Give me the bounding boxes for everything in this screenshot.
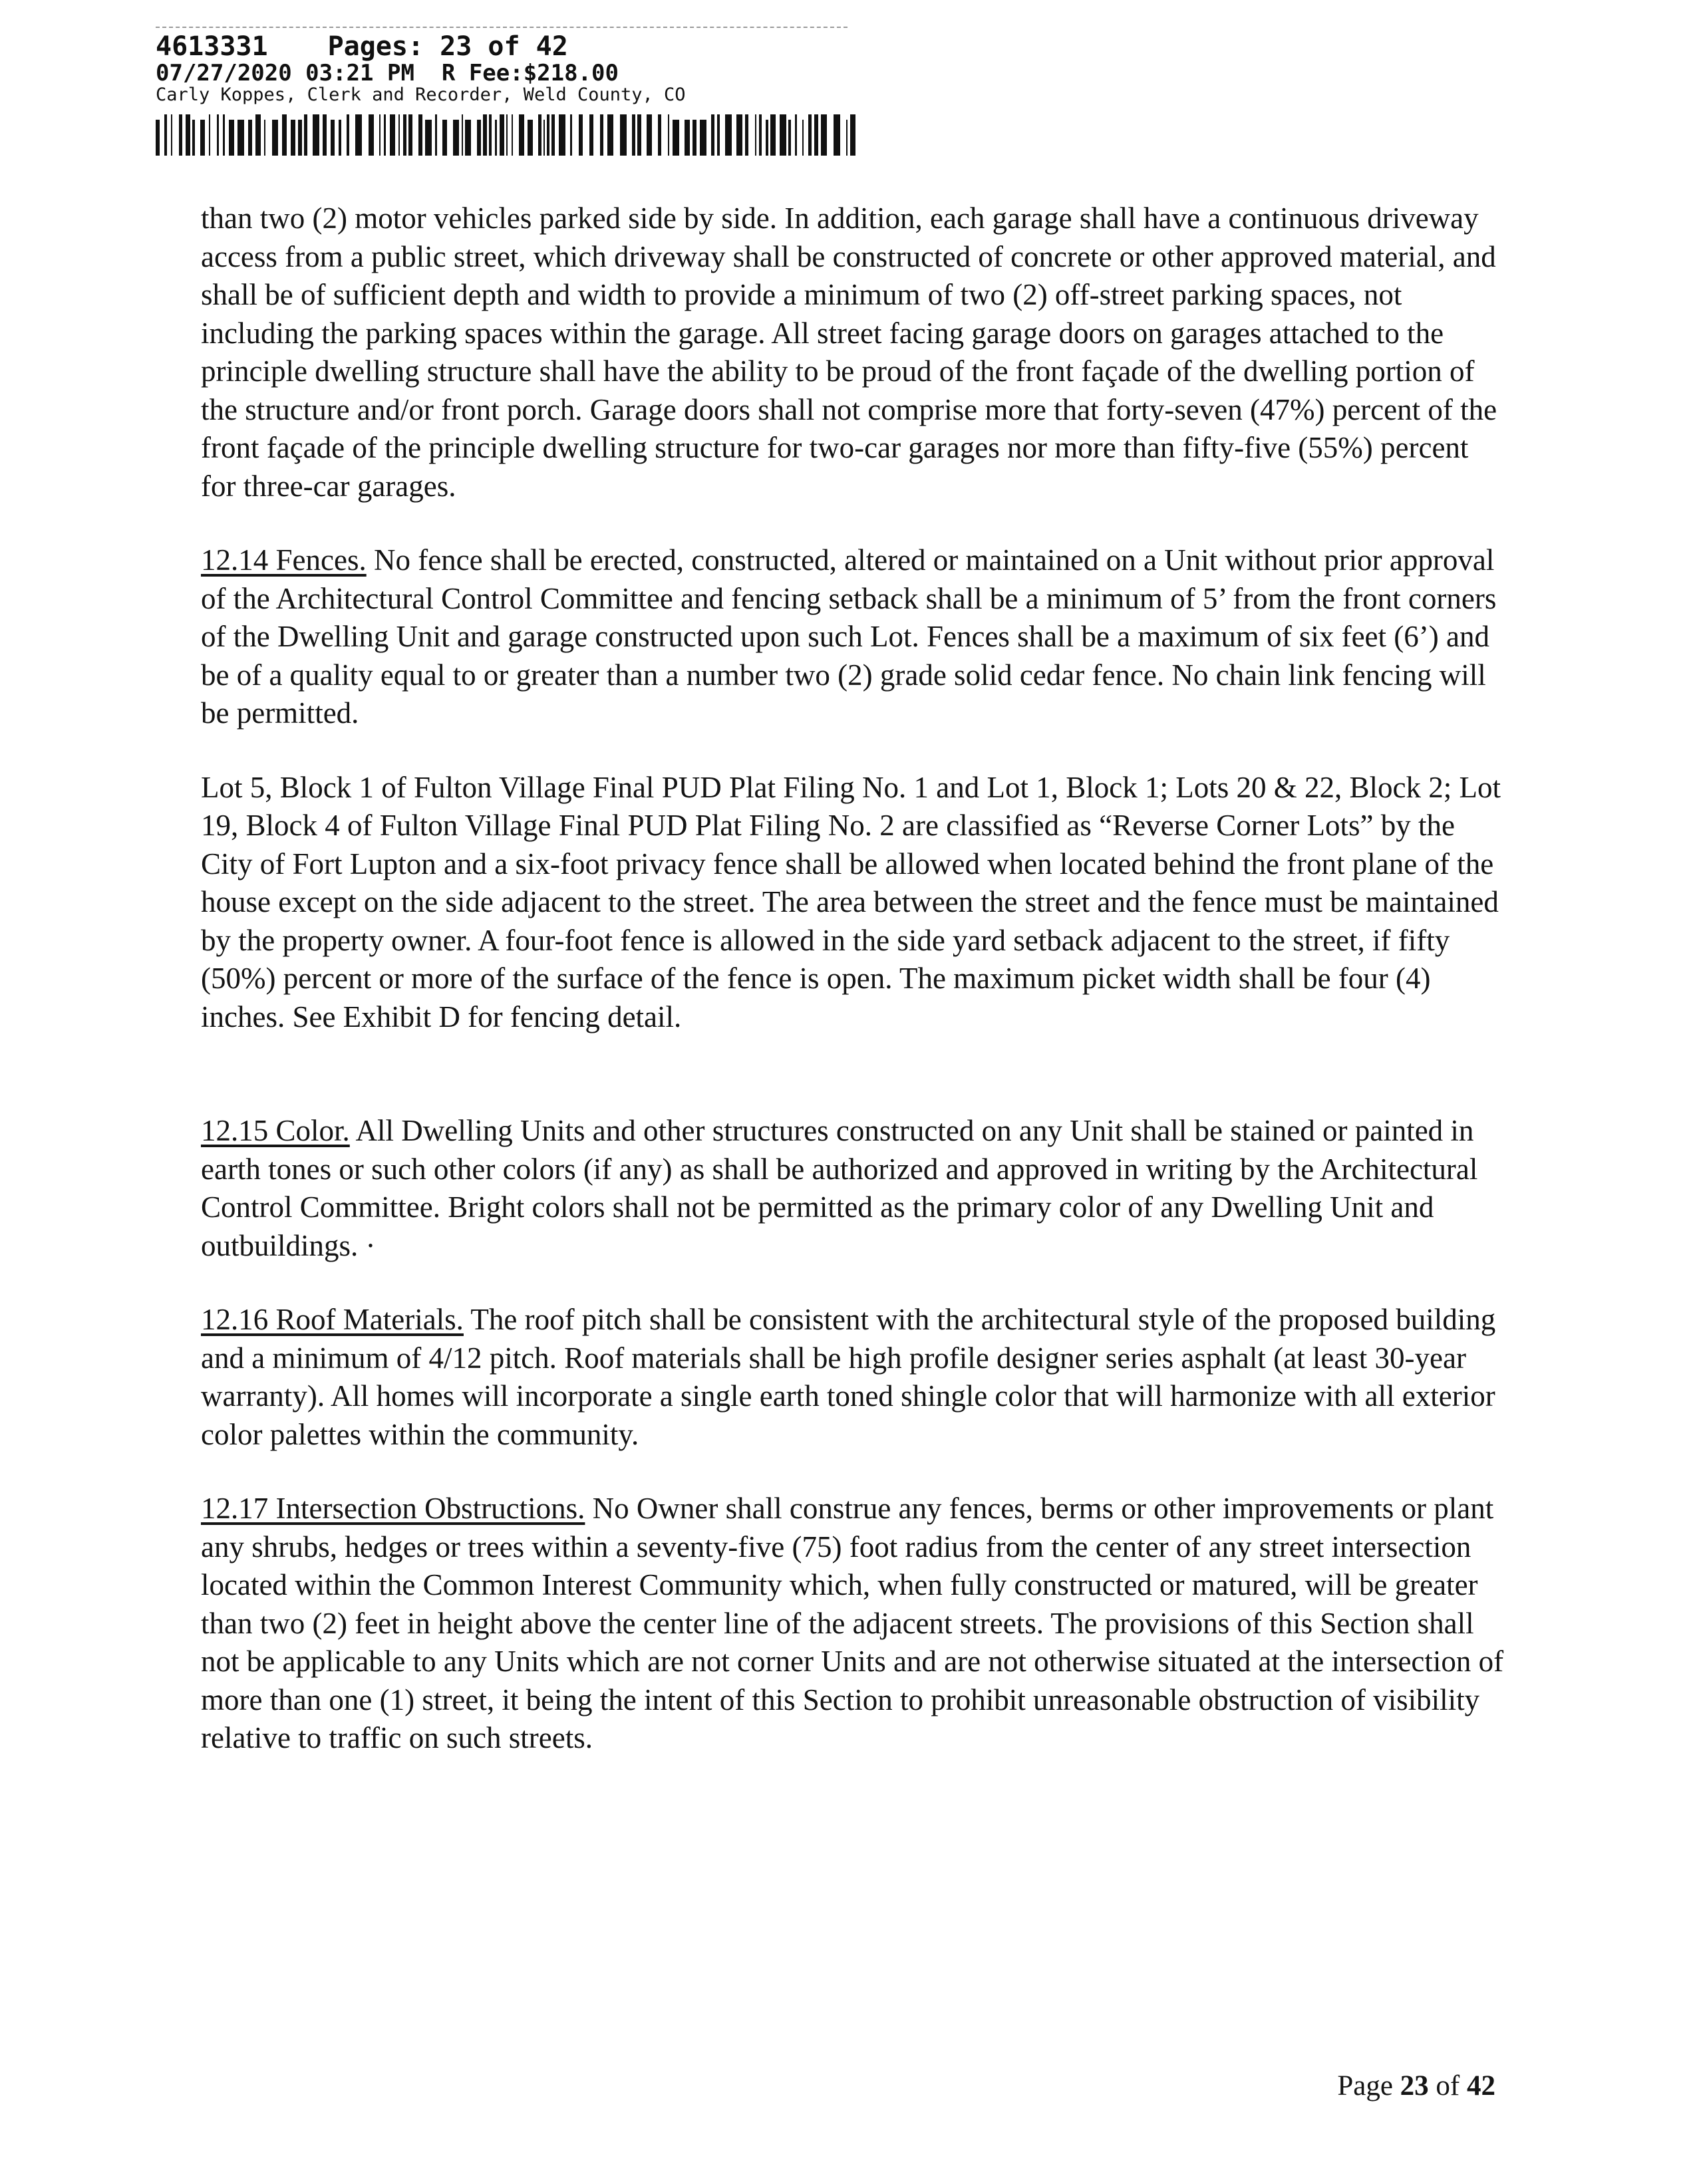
page-word: Page (1337, 2070, 1393, 2102)
page-footer (1337, 2070, 1495, 2102)
recording-stamp (156, 27, 874, 156)
section-text: The roof pitch shall be consistent with the architectural style of the proposed building and a minimum of 4/12 pitch. Roof materials shall be high profile designer series asphalt (at least 30-year warranty). All homes will incorporate a single earth toned shingle color that will harmonize with all exterior color palettes within the community. (201, 1303, 1496, 1451)
section-heading: 12.16 Roof Materials. (201, 1303, 464, 1336)
section-12-15-color (201, 1112, 1505, 1265)
stamp-header-line (156, 32, 874, 61)
section-12-17-intersection-obstructions (201, 1490, 1505, 1758)
reception-number: 4613331 (156, 31, 268, 62)
section-text: No fence shall be erected, constructed, altered or maintained on a Unit without prior approval of the Architectural Control Committee and fencing setback shall be a minimum of 5’ from the front corners of the Dwelling Unit and garage constructed upon such Lot. Fences shall be a maximum of six feet (6’) and be of a quality equal to or greater than a number two (2) grade solid cedar fence. No chain link fencing will be permitted. (201, 543, 1497, 730)
section-heading: 12.14 Fences. (201, 543, 367, 577)
paragraph-continuation: than two (2) motor vehicles parked side by side. In addition, each garage shall have a continuous driveway access from a public street, which driveway shall be constructed of concrete or other approved material, and shall be of sufficient depth and width to provide a minimum of two (2) off-street parking spaces, not including the parking spaces within the garage. All street facing garage doors on garages attached to the principle dwelling structure shall have the ability to be proud of the front façade of the dwelling portion of the structure and/or front porch. Garage doors shall not comprise more that forty-seven (47%) percent of the front façade of the principle dwelling structure for two-car garages nor more than fifty-five (55%) percent for three-car garages. (201, 202, 1497, 503)
document-body (201, 200, 1505, 1794)
barcode-image (156, 114, 861, 156)
pages-label: Pages: (327, 31, 424, 62)
clerk-line: Carly Koppes, Clerk and Recorder, Weld County, CO (156, 84, 686, 105)
stamp-divider (156, 27, 848, 28)
total-pages: 42 (1467, 2070, 1495, 2102)
section-12-16-roof-materials (201, 1301, 1505, 1454)
section-text: No Owner shall construe any fences, berms or other improvements or plant any shrubs, hedges or trees within a seventy-five (75) foot radius from the center of any street intersection located within the Common Interest Community which, when fully constructed or matured, will be greater than two (2) feet in height above the center line of the adjacent streets. The provisions of this Section shall not be applicable to any Units which are not corner Units and are not otherwise situated at the intersection of more than one (1) street, it being the intent of this Section to prohibit unreasonable obstruction of visibility relative to traffic on such streets. (201, 1492, 1504, 1754)
section-text: All Dwelling Units and other structures constructed on any Unit shall be stained or painted in earth tones or such other colors (if any) as shall be authorized and approved in writing by the Architectural Control Committee. Bright colors shall not be permitted as the primary color of any Dwelling Unit and outbuildings. · (201, 1114, 1478, 1262)
pages-value: 23 of 42 (440, 31, 568, 62)
section-12-14-fences (201, 541, 1505, 733)
stamp-date-fee-line (156, 61, 874, 85)
paragraph-reverse-corner-lots: Lot 5, Block 1 of Fulton Village Final PUD Plat Filing No. 1 and Lot 1, Block 1; Lots 20 & 22, Block 2; Lot 19, Block 4 of Fulton Village Final PUD Plat Filing No. 2 are classified as “Reverse Corner Lots” by the City of Fort Lupton and a six-foot privacy fence shall be allowed when located behind the front plane of the house except on the side adjacent to the street. The area between the street and the fence must be maintained by the property owner. A four-foot fence is allowed in the side yard setback adjacent to the street, if fifty (50%) percent or more of the surface of the fence is open. The maximum picket width shall be four (4) inches. See Exhibit D for fencing detail. (201, 770, 1501, 1033)
section-heading: 12.17 Intersection Obstructions. (201, 1492, 585, 1525)
page-number: 23 (1400, 2070, 1429, 2102)
section-heading: 12.15 Color. (201, 1114, 350, 1147)
recording-fee: R Fee:$218.00 (441, 60, 619, 86)
recording-datetime: 07/27/2020 03:21 PM (156, 60, 414, 86)
of-word: of (1436, 2070, 1460, 2102)
